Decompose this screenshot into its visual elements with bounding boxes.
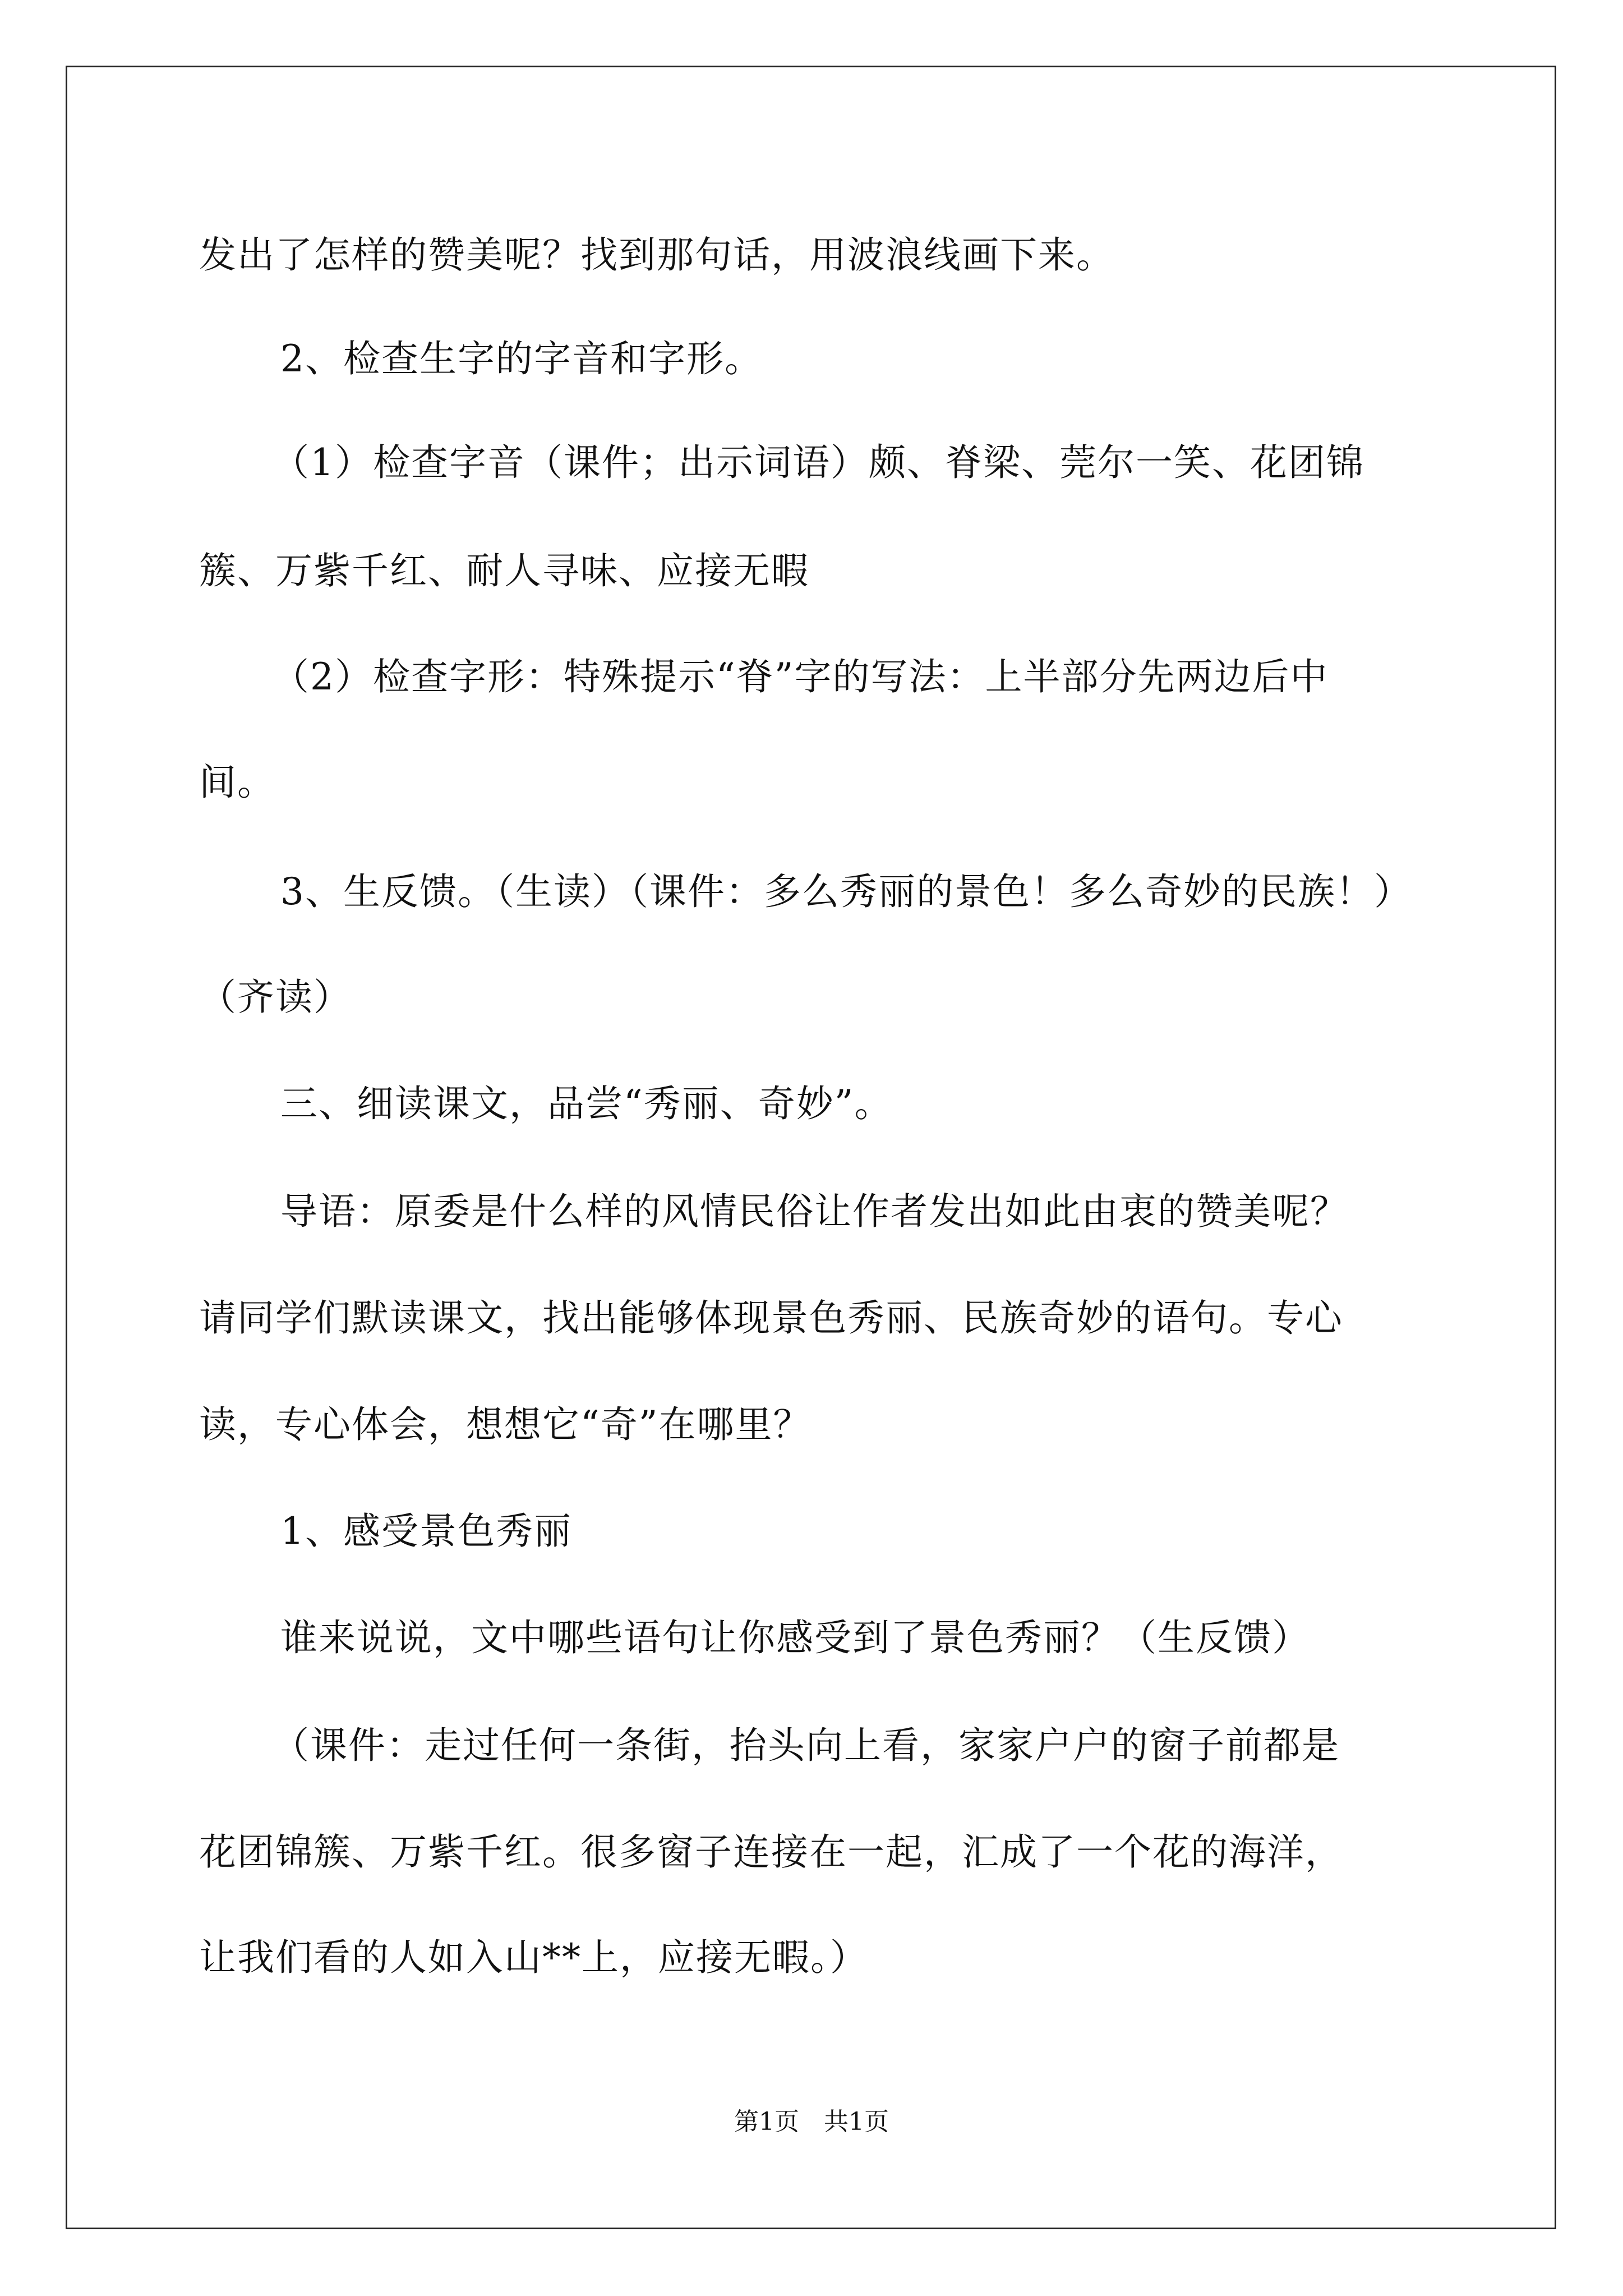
page-number-footer: 第1页 共1页 — [734, 2108, 889, 2136]
body-line-13: 1、感受景色秀丽 — [280, 1510, 572, 1553]
body-line-14: 谁来说说，文中哪些语句让你感受到了景色秀丽？（生反馈） — [280, 1616, 1310, 1659]
body-line-7: 3、生反馈。（生读）（课件：多么秀丽的景色！多么奇妙的民族！） — [280, 870, 1412, 913]
body-line-11: 请同学们默读课文，找出能够体现景色秀丽、民族奇妙的语句。专心 — [199, 1296, 1343, 1340]
body-line-2: 2、检查生字的字音和字形。 — [280, 337, 763, 380]
body-line-15: （课件：走过任何一条街，抬头向上看，家家户户的窗子前都是 — [272, 1724, 1340, 1767]
body-line-9: 三、细读课文，品尝“秀丽、奇妙”。 — [280, 1082, 893, 1125]
body-line-17: 让我们看的人如入山**上，应接无暇。） — [199, 1936, 868, 1979]
body-line-5: （2）检查字形：特殊提示“脊”字的写法：上半部分先两边后中 — [272, 655, 1329, 698]
body-line-10: 导语：原委是什么样的风情民俗让作者发出如此由衷的赞美呢？ — [280, 1190, 1348, 1233]
body-line-16: 花团锦簇、万紫千红。很多窗子连接在一起，汇成了一个花的海洋， — [199, 1830, 1343, 1874]
body-line-4: 簇、万紫千红、耐人寻味、应接无暇 — [199, 549, 809, 592]
body-line-12: 读，专心体会，想想它“奇”在哪里？ — [199, 1403, 811, 1446]
body-line-8: （齐读） — [199, 976, 352, 1019]
body-line-3: （1）检查字音（课件；出示词语）颇、脊梁、莞尔一笑、花团锦 — [272, 441, 1364, 484]
body-line-6: 间。 — [199, 761, 275, 804]
body-line-1: 发出了怎样的赞美呢？找到那句话，用波浪线画下来。 — [199, 233, 1114, 277]
page-border — [66, 66, 1556, 2229]
